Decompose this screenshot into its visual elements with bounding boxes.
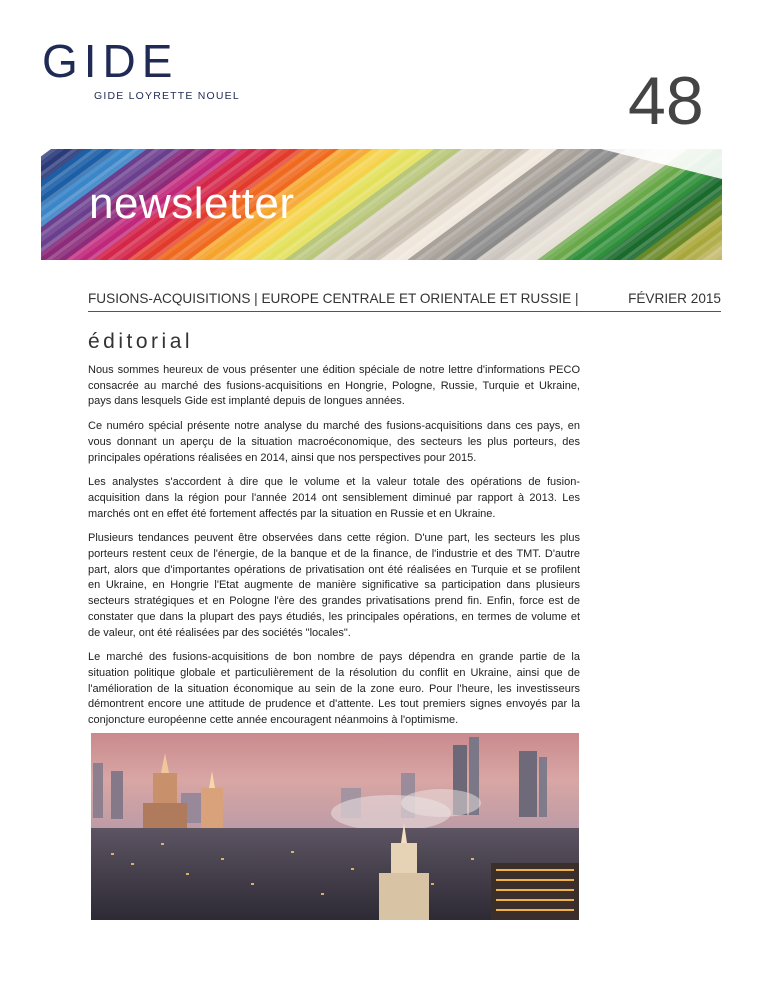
issue-header (88, 291, 721, 312)
editorial-body (88, 363, 580, 738)
newsletter-banner (41, 149, 722, 260)
header-topic: FUSIONS-ACQUISITIONS | EUROPE CENTRALE ET ORIENTALE ET RUSSIE | (88, 291, 579, 306)
section-title: éditorial (88, 330, 194, 353)
banner-title: newsletter (89, 179, 295, 228)
moscow-city-skyline-image (91, 733, 579, 920)
issue-number: 48 (628, 63, 704, 139)
paragraph: Nous sommes heureux de vous présenter une édition spéciale de notre lettre d'informations PECO consacrée au marché des fusions-acquisitions en Hongrie, Pologne, Russie, Turquie et Ukraine, pays dans lesquels Gide est implanté depuis de longues années. (88, 364, 580, 408)
paragraph: Ce numéro spécial présente notre analyse du marché des fusions-acquisitions dans ces pays, en vous donnant un aperçu de la situation macroéconomique, des secteurs les plus porteurs, des principales opérations réalisées en 2014, ainsi que nos perspectives pour 2015. (88, 420, 580, 464)
paragraph: Le marché des fusions-acquisitions de bon nombre de pays dépendra en grande partie de la situation politique globale et particulièrement de la résolution du conflit en Ukraine, ainsi que de l'amélioration de la situation économique au sein de la zone euro. Pour l'heure, les investisseurs démontrent encore une attitude de prudence et d'attente. Les tout premiers signes envoyés par la conjoncture européenne cette année encouragent néanmoins à l'optimisme. (88, 651, 580, 727)
logo-wordmark: GIDE (42, 35, 179, 87)
header-date: FÉVRIER 2015 (628, 291, 721, 306)
gide-logo (42, 35, 262, 102)
paragraph: Plusieurs tendances peuvent être observées dans cette région. D'une part, les secteurs les plus porteurs restent ceux de l'énergie, de la banque et de la finance, de l'industrie et des TMT. D'autre part, alors que d'importantes opérations de privatisation ont été réalisées en Turquie et se profilent en Ukraine, en Hongrie l'Etat augmente de manière significative sa participation dans plusieurs secteurs stratégiques et en Pologne l'ère des grandes privatisations prend fin. Enfin, force est de constater que dans la plupart des pays étudiés, les principales opérations, en termes de volume et de valeur, ont été réalisées par des sociétés "locales". (88, 532, 580, 639)
paragraph: Les analystes s'accordent à dire que le volume et la valeur totale des opérations de fusion-acquisition dans la région pour l'année 2014 ont sensiblement diminué par rapport à 2013. Les marchés ont en effet été fortement affectés par la situation en Russie et en Ukraine. (88, 476, 580, 520)
logo-subtitle: GIDE LOYRETTE NOUEL (94, 90, 240, 102)
